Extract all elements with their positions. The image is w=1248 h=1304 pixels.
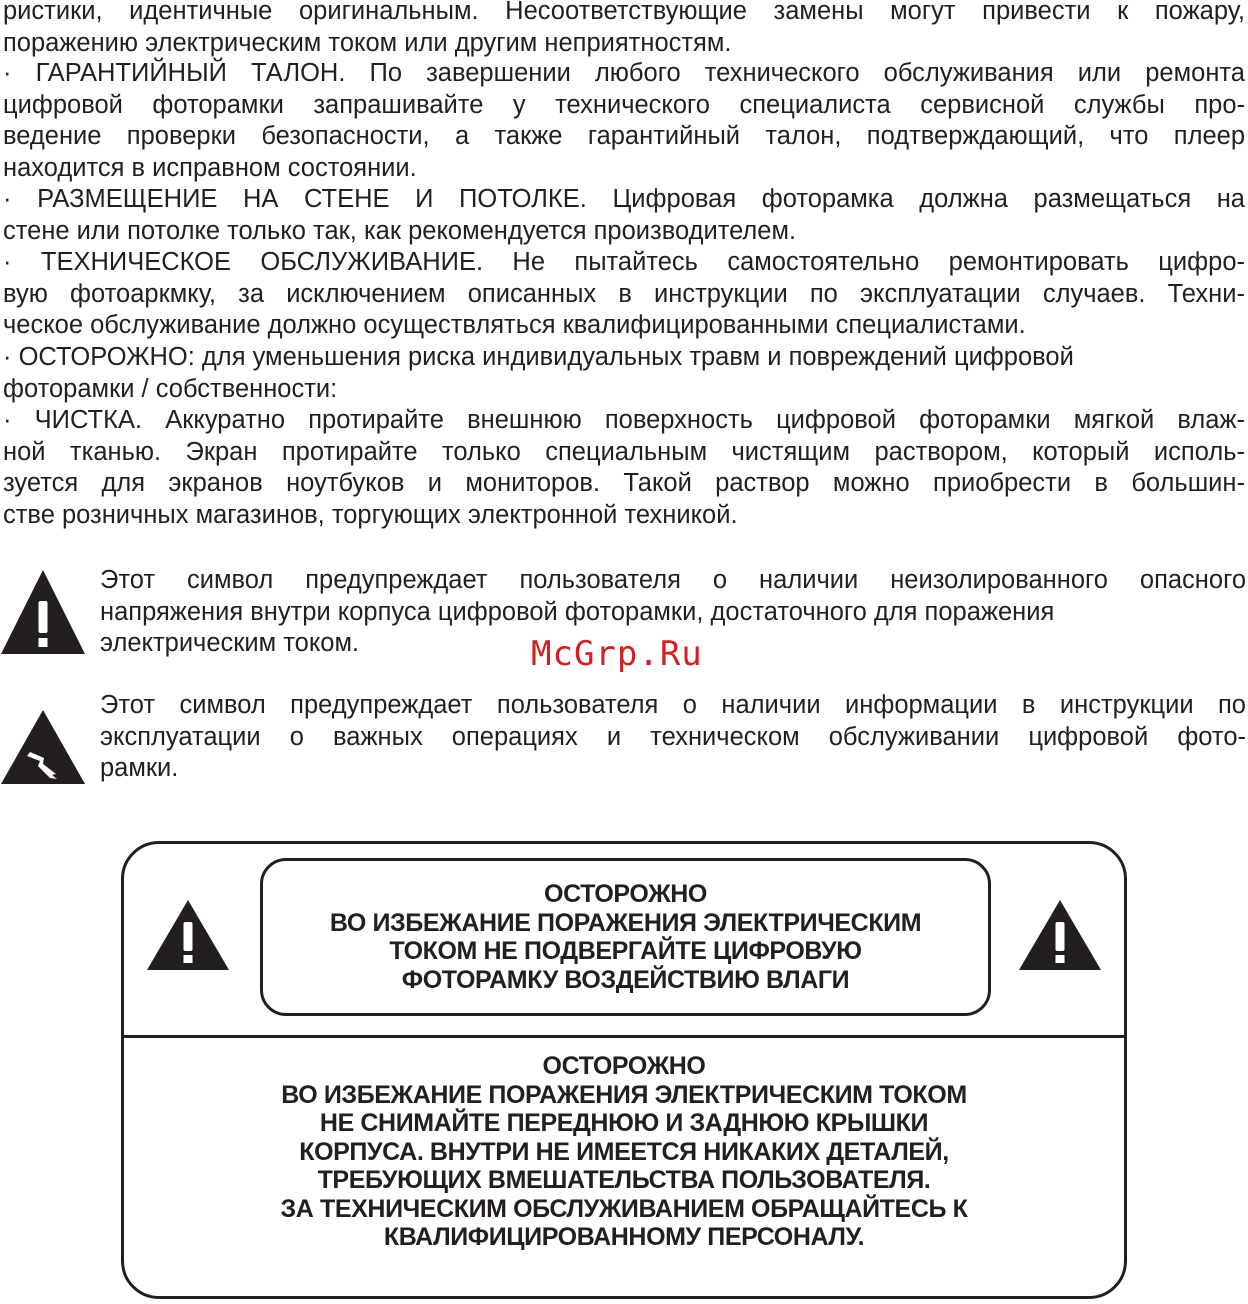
text-line: ТРЕБУЮЩИХ ВМЕШАТЕЛЬСТВА ПОЛЬЗОВАТЕЛЯ. [317,1166,931,1194]
exclamation-triangle-icon [146,898,230,972]
text-line: КВАЛИФИЦИРОВАННОМУ ПЕРСОНАЛУ. [383,1223,865,1251]
text-line: поражению электрическим током или другим неприятностям. [3,28,732,57]
paragraph-servicing [3,247,1245,342]
caution-label-divider [121,1035,1127,1038]
text-line: находится в исправном состоянии. [3,153,417,182]
text-line: · ЧИСТКА. Аккуратно протирайте внешнюю поверхность цифровой фоторамки мягкой влаж- [3,406,1245,434]
paragraph-warranty [3,58,1245,184]
watermark: McGrp.Ru [531,634,703,674]
caution-cover-text [124,1052,1124,1252]
text-line: ВО ИЗБЕЖАНИЕ ПОРАЖЕНИЯ ЭЛЕКТРИЧЕСКИМ ТОКОМ [281,1080,967,1109]
text-line: ческое обслуживание должно осуществляться квалифицированными специалистами. [3,311,1026,339]
text-line: НЕ СНИМАЙТЕ ПЕРЕДНЮЮ И ЗАДНЮЮ КРЫШКИ [319,1109,929,1137]
text-line: · ТЕХНИЧЕСКОЕ ОБСЛУЖИВАНИЕ. Не пытайтесь самостоятельно ремонтировать цифро- [3,248,1245,276]
text-line: Этот символ предупреждает пользователя о наличии неизолированного опасного [100,566,1246,594]
text-line: стене или потолке только так, как рекомендуется производителем. [3,216,797,245]
text-line: ведение проверки безопасности, а также гарантийный талон, подтверждающий, что плеер [3,122,1245,150]
text-line: цифровой фоторамки запрашивайте у технического специалиста сервисной службы про- [3,90,1245,119]
caution-heading: ОСТОРОЖНО [544,880,707,908]
text-line: ФОТОРАМКУ ВОЗДЕЙСТВИЮ ВЛАГИ [401,965,850,994]
text-line: ВО ИЗБЕЖАНИЕ ПОРАЖЕНИЯ ЭЛЕКТРИЧЕСКИМ [329,908,922,937]
text-line: эксплуатации о важных операциях и техническом обслуживании цифровой фото- [100,722,1246,751]
text-line: ристики, идентичные оригинальным. Несоответствующие замены могут привести к пожару, [3,0,1245,25]
text-line: ной тканью. Экран протирайте только специальным чистящим раствором, который исполь- [3,437,1245,466]
text-line: зуется для экранов ноутбуков и мониторов. Такой раствор можно приобрести в большин- [3,469,1245,497]
text-line: напряжения внутри корпуса цифровой фоторамки, достаточного для поражения [100,597,1055,626]
text-line: ЗА ТЕХНИЧЕСКИМ ОБСЛУЖИВАНИЕМ ОБРАЩАЙТЕСЬ К [280,1194,968,1223]
symbol-description-instructions [100,690,1246,785]
caution-heading: ОСТОРОЖНО [542,1052,706,1080]
text-line: КОРПУСА. ВНУТРИ НЕ ИМЕЕТСЯ НИКАКИХ ДЕТАЛЕЙ, [299,1137,949,1166]
text-line: · ГАРАНТИЙНЫЙ ТАЛОН. По завершении любого технического обслуживания или ремонта [3,59,1245,87]
text-line: ТОКОМ НЕ ПОДВЕРГАЙТЕ ЦИФРОВУЮ [389,937,862,965]
paragraph-mounting [3,184,1245,247]
text-line: стве розничных магазинов, торгующих электронной техникой. [3,500,738,529]
text-line: · ОСТОРОЖНО: для уменьшения риска индивидуальных травм и повреждений цифровой [3,343,1074,371]
lightning-triangle-icon [0,708,86,786]
text-line: вую фотоаркмку, за исключением описанных в инструкции по эксплуатации случаев. Техни- [3,279,1245,308]
paragraph-cleaning [3,405,1245,531]
caution-moisture-text [263,880,988,994]
text-line: фоторамки / собственности: [3,374,338,403]
exclamation-triangle-icon [0,568,86,656]
text-line: рамки. [100,754,179,782]
text-line: · РАЗМЕЩЕНИЕ НА СТЕНЕ И ПОТОЛКЕ. Цифровая фоторамка должна размещаться на [3,185,1245,213]
paragraph-caution [3,342,1245,405]
paragraph-replacement-parts [3,0,1245,59]
text-line: Этот символ предупреждает пользователя о наличии информации в инструкции по [100,691,1246,719]
exclamation-triangle-icon [1018,898,1102,972]
text-line: электрическим током. [100,629,360,657]
